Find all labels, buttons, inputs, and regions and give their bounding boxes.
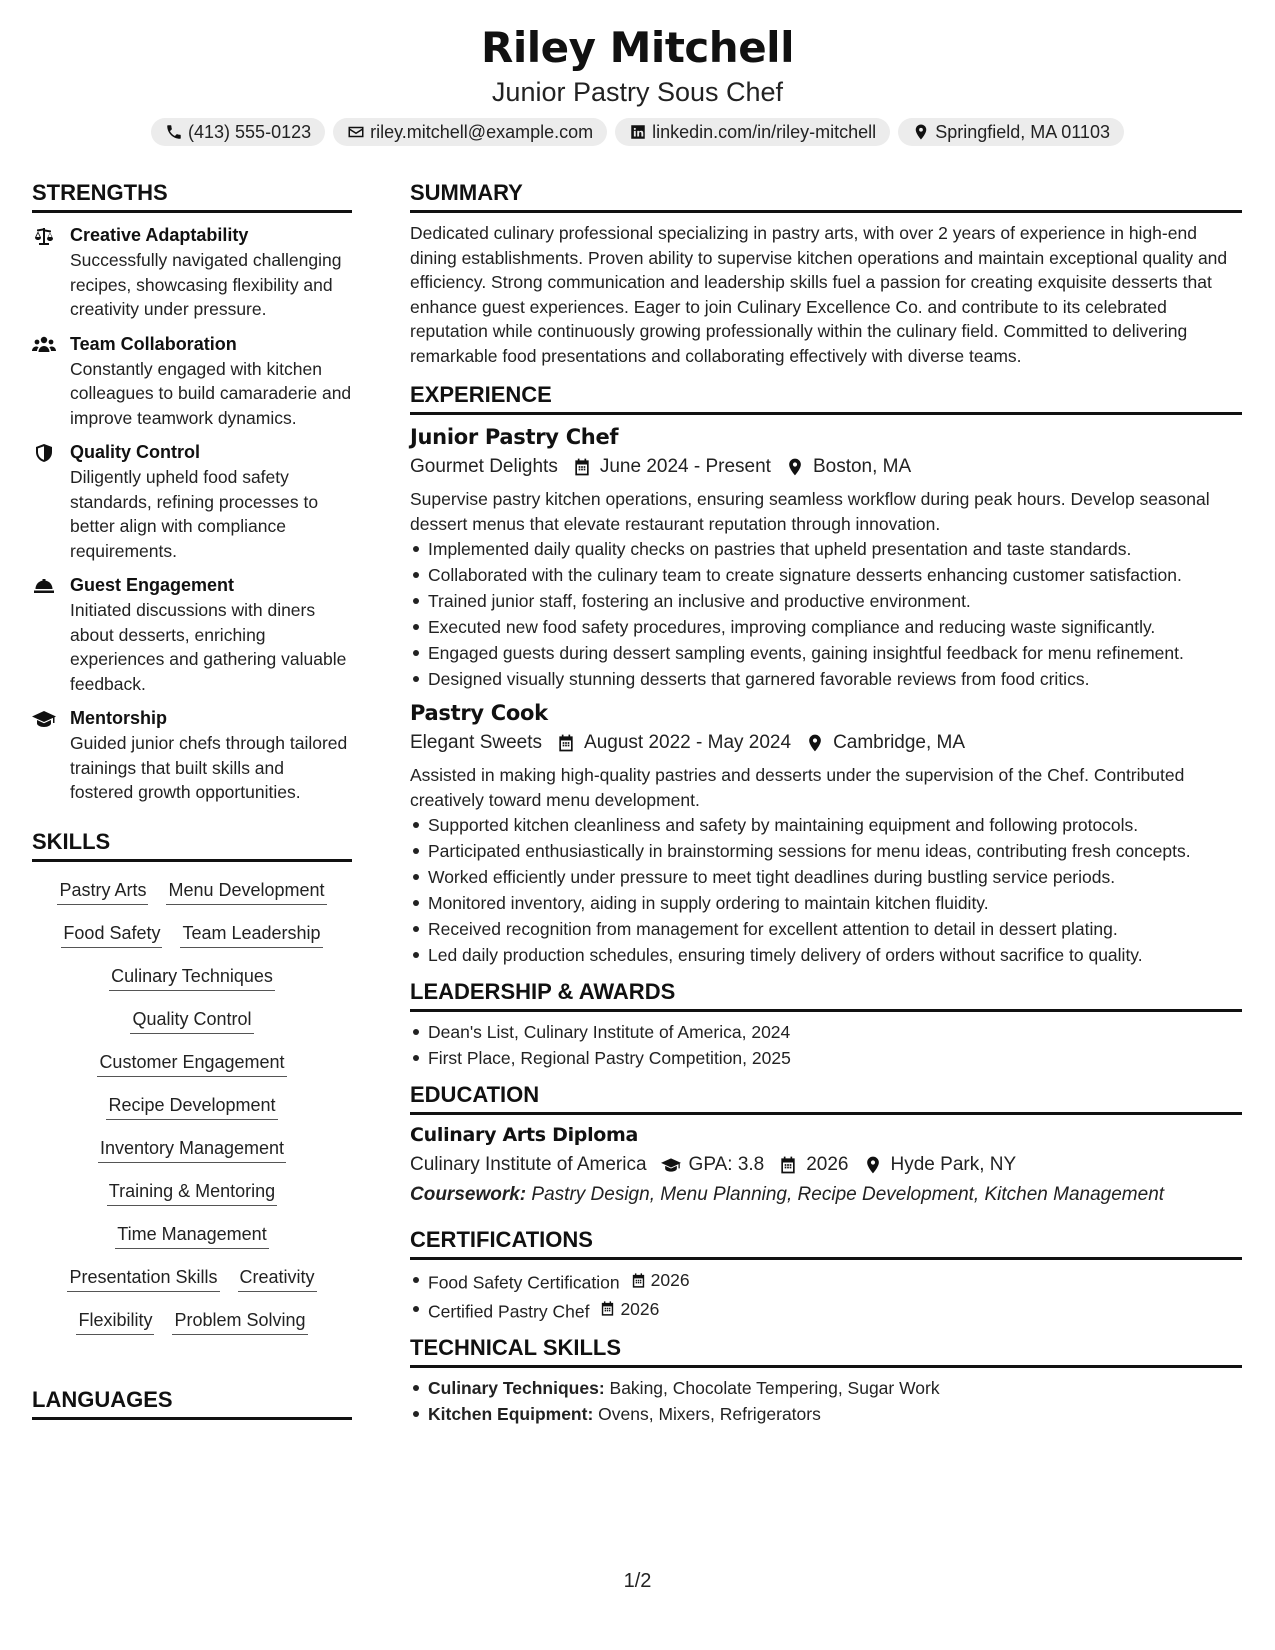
job-company: Gourmet Delights — [410, 456, 558, 477]
experience-heading: EXPERIENCE — [410, 380, 1242, 415]
degree-title: Culinary Arts Diploma — [410, 1124, 639, 1146]
coursework-list: Pastry Design, Menu Planning, Recipe Development, Kitchen Management — [531, 1184, 1165, 1205]
job-entry — [410, 423, 1242, 691]
education-year: 2026 — [806, 1154, 849, 1175]
skill-tag: Presentation Skills — [67, 1265, 219, 1292]
job-meta — [410, 729, 1242, 757]
skill-tag: Menu Development — [166, 878, 326, 905]
linkedin-icon — [629, 123, 647, 141]
strength-desc: Diligently upheld food safety standards, refining processes to better align with compliance requirements. — [70, 467, 319, 561]
calendar-icon — [599, 1300, 616, 1317]
skill-tag: Flexibility — [76, 1308, 154, 1335]
strength-desc: Constantly engaged with kitchen colleagues to build camaraderie and improve teamwork dynamics. — [70, 358, 352, 428]
gpa: GPA: 3.8 — [688, 1154, 765, 1175]
technical-skill-value: Ovens, Mixers, Refrigerators — [598, 1404, 821, 1424]
map-pin-icon — [863, 1155, 883, 1175]
certification-name: Certified Pastry Chef — [428, 1301, 590, 1321]
strength-item — [32, 573, 352, 696]
calendar-icon — [778, 1155, 798, 1175]
skills-heading: SKILLS — [32, 827, 352, 862]
contact-linkedin-text: linkedin.com/in/riley-mitchell — [652, 121, 877, 142]
contact-email[interactable] — [333, 118, 607, 146]
job-bullet: Worked efficiently under pressure to meet tight deadlines during bustling service periods. — [410, 865, 1242, 889]
job-description: Assisted in making high-quality pastries and desserts under the supervision of the Chef. Contributed creatively toward menu development. — [410, 765, 1185, 810]
award-item: Dean's List, Culinary Institute of America, 2024 — [410, 1020, 1242, 1044]
certification-year: 2026 — [650, 1270, 690, 1290]
skill-tag: Recipe Development — [106, 1093, 277, 1120]
certifications-heading: CERTIFICATIONS — [410, 1225, 1242, 1260]
contact-linkedin[interactable] — [615, 118, 890, 146]
job-bullet: Participated enthusiastically in brainstorming sessions for menu ideas, contributing fresh concepts. — [410, 839, 1242, 863]
envelope-icon — [347, 123, 365, 141]
skill-tag: Training & Mentoring — [107, 1179, 277, 1206]
contact-location-text: Springfield, MA 01103 — [935, 121, 1110, 142]
skill-tag: Creativity — [238, 1265, 317, 1292]
skill-tag: Inventory Management — [98, 1136, 286, 1163]
job-bullet: Collaborated with the culinary team to create signature desserts enhancing customer satisfaction. — [410, 563, 1242, 587]
technical-skill-value: Baking, Chocolate Tempering, Sugar Work — [609, 1378, 940, 1398]
candidate-title: Junior Pastry Sous Chef — [491, 77, 784, 107]
job-description: Supervise pastry kitchen operations, ensuring seamless workflow during peak hours. Develop seasonal dessert menus that elevate restaurant reputation through innovation. — [410, 489, 1210, 534]
strength-item — [32, 223, 352, 322]
technical-skills-list — [410, 1376, 1242, 1426]
sidebar — [32, 178, 352, 1420]
summary-text: Dedicated culinary professional specializing in pastry arts, with over 2 years of experience in high-end dining establishments. Proven ability to supervise kitchen operations and maintain exceptional quality and efficiency. Strong communication and leadership skills fuel a passion for creating exquisite desserts that enhance guest experiences. Eager to join Culinary Excellence Co. and contribute to its celebrated reputation while continuously growing professionally within the culinary field. Committed to delivering remarkable food presentations and collaborating effectively with diverse teams. — [410, 223, 1228, 366]
strength-desc: Successfully navigated challenging recipes, showcasing flexibility and creativity under pressure. — [70, 250, 342, 319]
skills-list — [32, 878, 352, 1351]
job-bullet: Implemented daily quality checks on pastries that upheld presentation and taste standards. — [410, 537, 1242, 561]
resume-header — [0, 22, 1275, 146]
contact-bar — [0, 118, 1275, 146]
languages-heading: LANGUAGES — [32, 1385, 352, 1420]
calendar-icon — [556, 733, 576, 753]
strength-item — [32, 440, 352, 563]
job-location: Cambridge, MA — [833, 732, 966, 753]
awards-heading: LEADERSHIP & AWARDS — [410, 977, 1242, 1012]
skill-tag: Food Safety — [61, 921, 162, 948]
certification-item — [410, 1297, 1242, 1324]
job-title: Junior Pastry Chef — [410, 425, 619, 449]
job-bullet: Executed new food safety procedures, improving compliance and reducing waste significantly. — [410, 615, 1242, 639]
skill-tag: Quality Control — [130, 1007, 253, 1034]
contact-phone[interactable] — [151, 118, 325, 146]
page-number: 1/2 — [623, 1570, 652, 1592]
job-bullet: Supported kitchen cleanliness and safety by maintaining equipment and following protocols. — [410, 813, 1242, 837]
contact-phone-text: (413) 555-0123 — [188, 121, 312, 142]
job-company: Elegant Sweets — [410, 732, 543, 753]
strength-name: Creative Adaptability — [70, 225, 249, 245]
graduation-cap-icon — [661, 1155, 681, 1175]
certification-name: Food Safety Certification — [428, 1272, 620, 1293]
users-icon — [32, 335, 56, 355]
job-bullet: Designed visually stunning desserts that garnered favorable reviews from food critics. — [410, 667, 1242, 691]
coursework — [410, 1181, 1242, 1209]
phone-icon — [165, 123, 183, 141]
map-pin-icon — [805, 733, 825, 753]
strength-desc: Initiated discussions with diners about desserts, enriching experiences and gathering valuable feedback. — [70, 600, 347, 694]
technical-skills-heading: TECHNICAL SKILLS — [410, 1333, 1242, 1368]
service-bell-icon — [32, 576, 56, 596]
strength-name: Quality Control — [70, 442, 200, 462]
summary-heading: SUMMARY — [410, 178, 1242, 213]
job-dates: June 2024 - Present — [599, 456, 771, 477]
job-meta — [410, 453, 1242, 481]
job-bullet: Monitored inventory, aiding in supply ordering to maintain kitchen fluidity. — [410, 891, 1242, 915]
job-dates: August 2022 - May 2024 — [584, 732, 792, 753]
balance-scale-icon — [32, 226, 56, 246]
contact-email-text: riley.mitchell@example.com — [370, 121, 594, 142]
technical-skill-label: Kitchen Equipment: — [428, 1404, 594, 1424]
education-entry — [410, 1121, 1242, 1209]
skill-tag: Team Leadership — [180, 921, 322, 948]
technical-skill-item — [410, 1376, 1242, 1400]
strengths-heading: STRENGTHS — [32, 178, 352, 213]
job-bullets — [410, 537, 1242, 691]
strength-item — [32, 706, 352, 805]
map-pin-icon — [912, 123, 930, 141]
map-pin-icon — [785, 457, 805, 477]
certification-item — [410, 1268, 1242, 1295]
skill-tag: Time Management — [115, 1222, 268, 1249]
skill-tag: Pastry Arts — [57, 878, 148, 905]
main-column — [410, 178, 1242, 1428]
technical-skill-label: Culinary Techniques: — [428, 1378, 605, 1398]
skill-tag: Customer Engagement — [97, 1050, 286, 1077]
skill-tag: Problem Solving — [172, 1308, 307, 1335]
calendar-icon — [572, 457, 592, 477]
strength-name: Guest Engagement — [70, 575, 235, 595]
award-item: First Place, Regional Pastry Competition, 2025 — [410, 1046, 1242, 1070]
education-location: Hyde Park, NY — [890, 1154, 1017, 1175]
job-bullet: Received recognition from management for excellent attention to detail in dessert plating. — [410, 917, 1242, 941]
calendar-icon — [630, 1272, 647, 1289]
education-heading: EDUCATION — [410, 1080, 1242, 1115]
strength-desc: Guided junior chefs through tailored trainings that built skills and fostered growth opportunities. — [70, 733, 348, 802]
graduation-cap-icon — [32, 709, 56, 729]
school-name: Culinary Institute of America — [410, 1154, 647, 1175]
job-bullet: Led daily production schedules, ensuring timely delivery of orders without sacrifice to quality. — [410, 943, 1242, 967]
education-meta — [410, 1151, 1242, 1179]
coursework-label: Coursework: — [410, 1184, 527, 1205]
certifications-list — [410, 1268, 1242, 1323]
strength-item — [32, 332, 352, 431]
strength-name: Mentorship — [70, 708, 167, 728]
certification-year: 2026 — [620, 1298, 660, 1319]
job-entry — [410, 699, 1242, 967]
shield-icon — [32, 443, 56, 463]
job-bullet: Trained junior staff, fostering an inclusive and productive environment. — [410, 589, 1242, 613]
skill-tag: Culinary Techniques — [109, 964, 275, 991]
job-location: Boston, MA — [812, 456, 912, 477]
job-bullets — [410, 813, 1242, 967]
strength-name: Team Collaboration — [70, 333, 237, 354]
job-bullet: Engaged guests during dessert sampling events, gaining insightful feedback for menu refinement. — [410, 641, 1242, 665]
technical-skill-item — [410, 1402, 1242, 1426]
candidate-name: Riley Mitchell — [481, 23, 794, 72]
awards-list — [410, 1020, 1242, 1070]
job-title: Pastry Cook — [410, 701, 548, 725]
contact-location[interactable] — [898, 118, 1124, 146]
